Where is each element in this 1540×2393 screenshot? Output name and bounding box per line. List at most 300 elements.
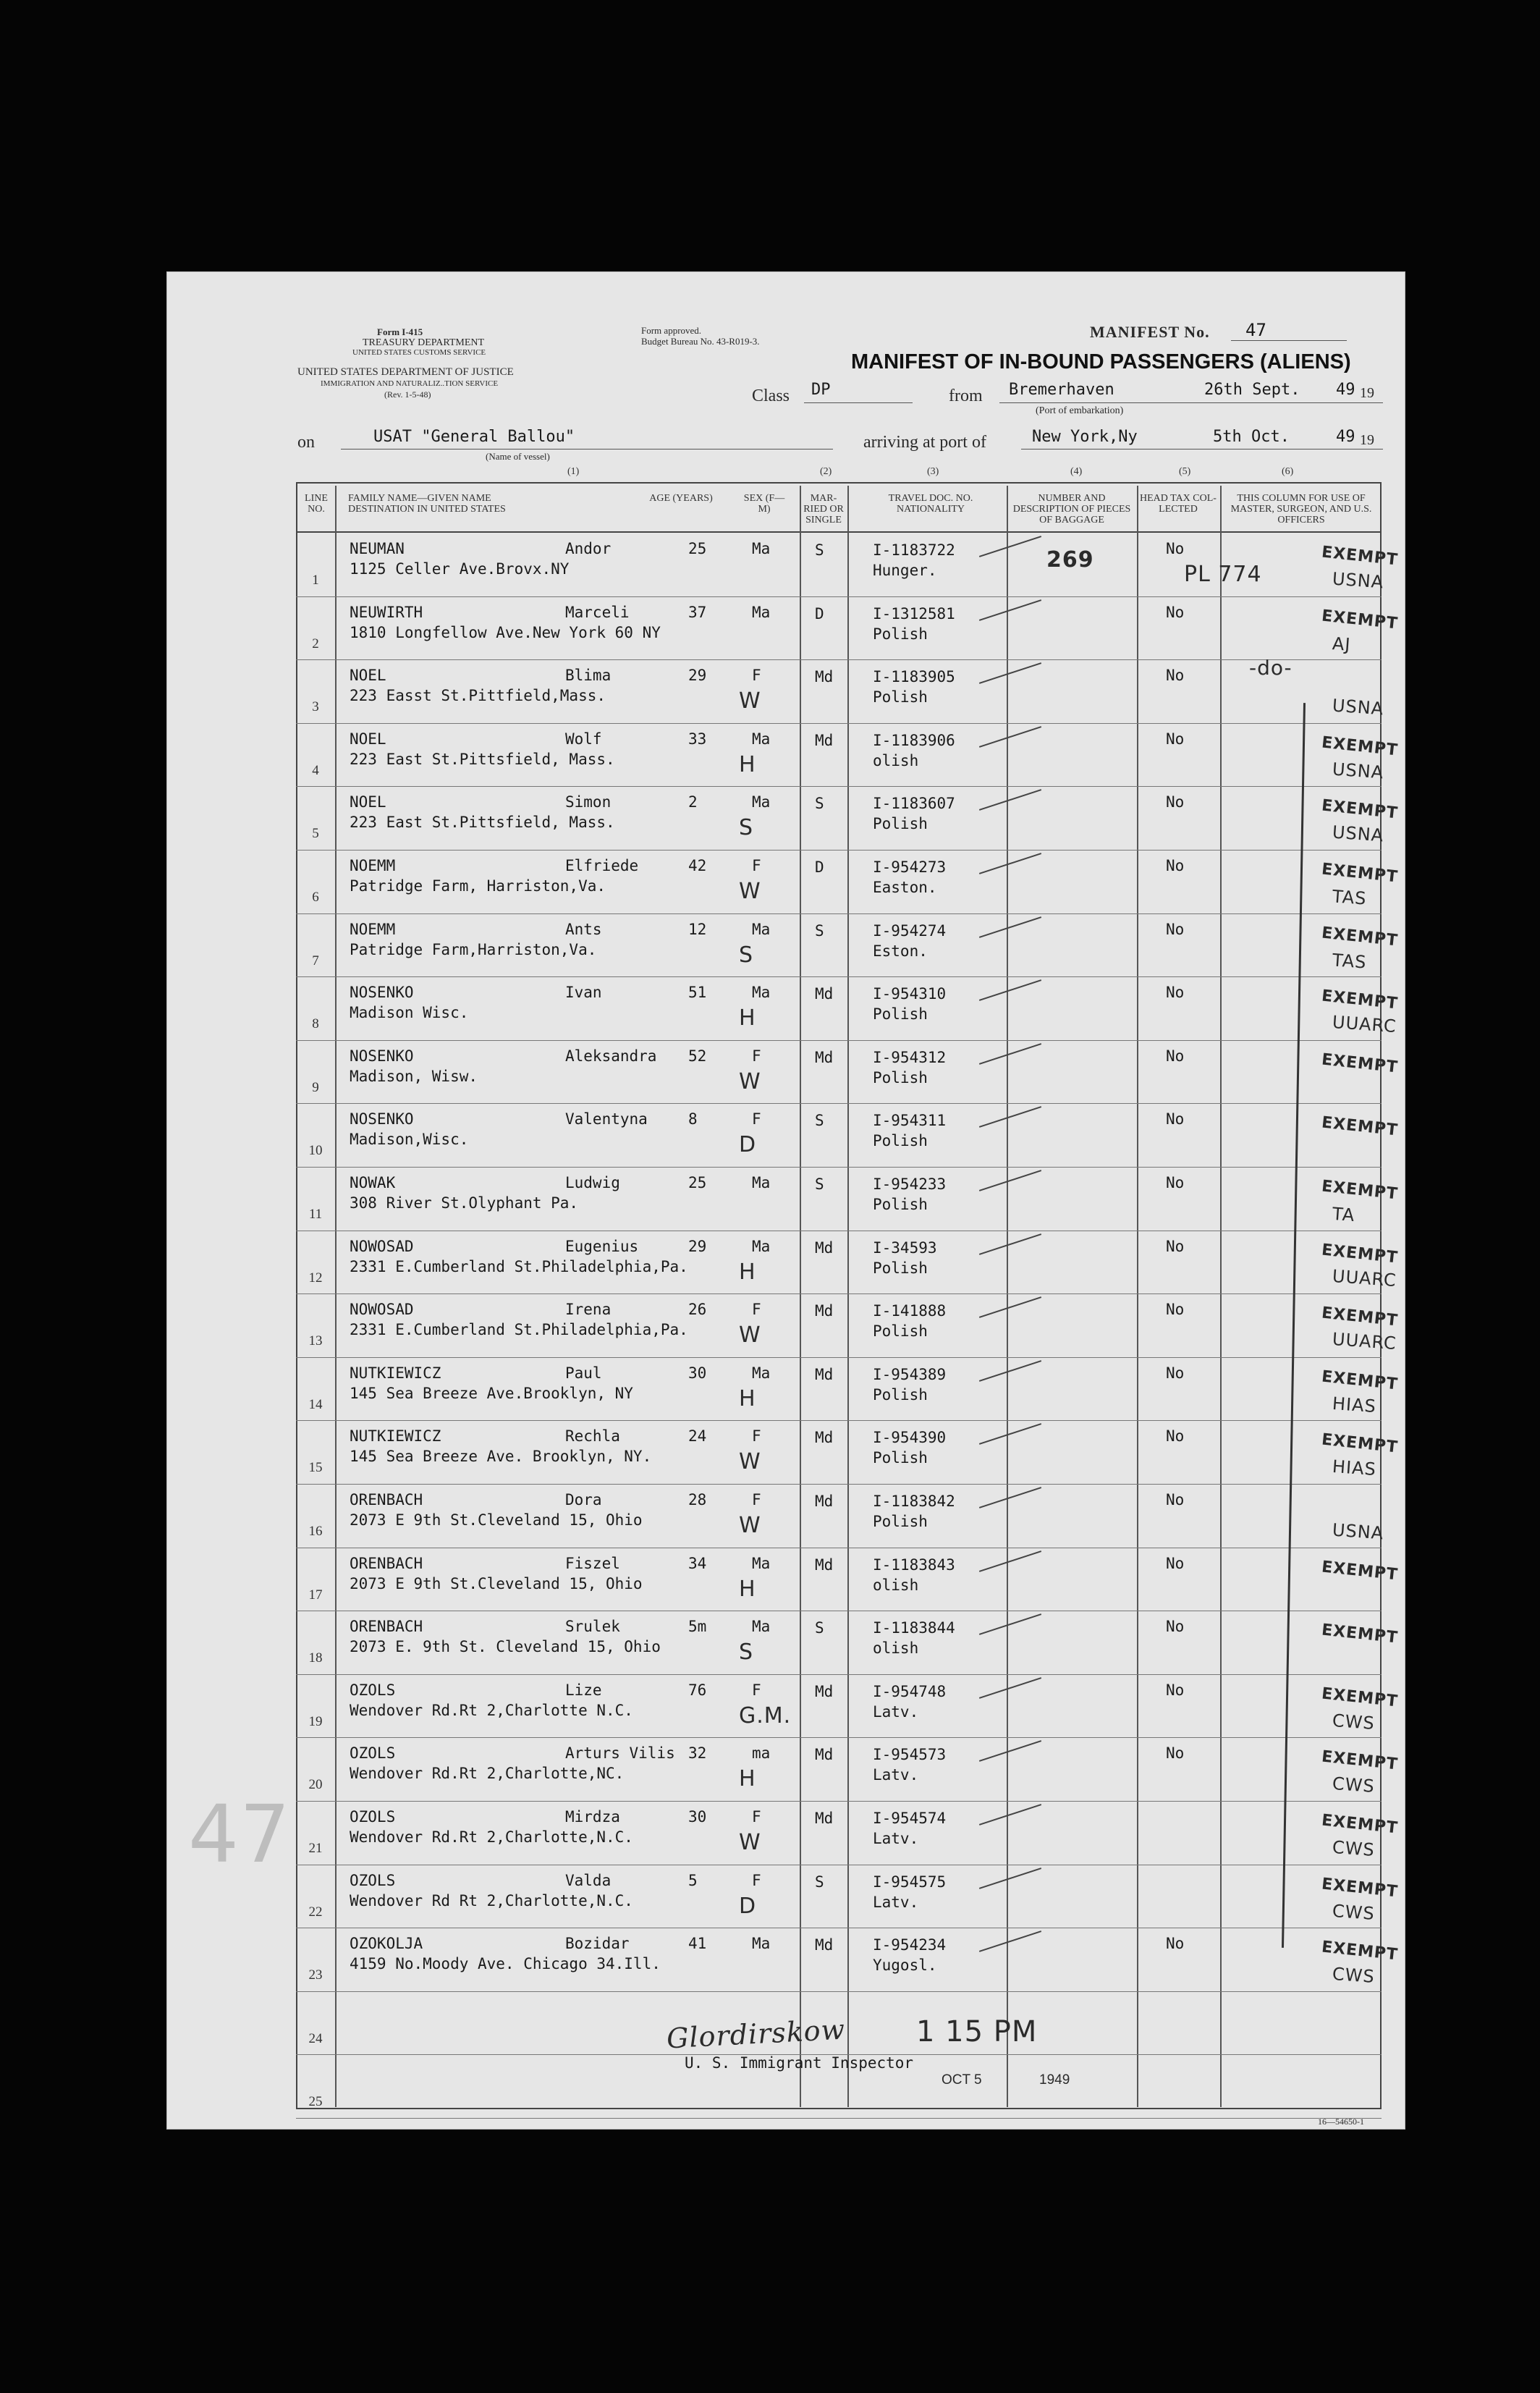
marital-status: Md bbox=[815, 1682, 834, 1700]
officer-note: EXEMPT bbox=[1320, 1811, 1400, 1838]
given-name: Ivan bbox=[565, 984, 602, 1002]
officer-note-org: UUARC bbox=[1332, 1265, 1397, 1291]
treasury-dept: TREASURY DEPARTMENT bbox=[363, 337, 485, 348]
family-name: OZOKOLJA bbox=[350, 1935, 423, 1953]
arriving-label: arriving at port of bbox=[863, 433, 986, 452]
handwritten-mark: H bbox=[739, 1385, 756, 1411]
family-name: OZOLS bbox=[350, 1744, 396, 1763]
nationality: olish bbox=[873, 1639, 919, 1658]
col-num-6: (6) bbox=[1282, 466, 1294, 477]
family-name: NOSENKO bbox=[350, 984, 414, 1002]
manifest-table-frame bbox=[296, 482, 1385, 2109]
manifest-underline bbox=[1231, 340, 1347, 341]
family-name: OZOLS bbox=[350, 1681, 396, 1699]
justice-dept: UNITED STATES DEPARTMENT OF JUSTICE bbox=[297, 366, 514, 378]
line-number: 16 bbox=[308, 1524, 323, 1539]
officer-note: EXEMPT bbox=[1320, 543, 1400, 570]
officer-note: EXEMPT bbox=[1320, 733, 1400, 760]
row-divider bbox=[296, 1737, 1382, 1738]
given-name: Simon bbox=[565, 793, 612, 811]
line-number: 24 bbox=[308, 2030, 323, 2046]
officer-note: EXEMPT bbox=[1320, 1684, 1400, 1711]
age: 26 bbox=[688, 1301, 707, 1319]
officer-note-org: TAS bbox=[1332, 886, 1368, 909]
destination: Patridge Farm, Harriston,Va. bbox=[350, 877, 606, 895]
sex: Ma bbox=[752, 1237, 771, 1255]
manifest-label: MANIFEST No. bbox=[1090, 323, 1210, 341]
nationality: Polish bbox=[873, 625, 928, 643]
travel-doc-number: I-954575 bbox=[873, 1873, 947, 1891]
stamp-date: OCT 5 bbox=[942, 2072, 982, 2088]
head-tax: No bbox=[1166, 1174, 1185, 1191]
officer-note: EXEMPT bbox=[1320, 1241, 1400, 1267]
customs-service: UNITED STATES CUSTOMS SERVICE bbox=[352, 348, 486, 357]
destination: Wendover Rd.Rt 2,Charlotte N.C. bbox=[350, 1701, 633, 1719]
destination: 145 Sea Breeze Ave. Brooklyn, NY. bbox=[350, 1448, 652, 1466]
on-label: on bbox=[297, 433, 315, 452]
row-divider bbox=[296, 1801, 1382, 1802]
officer-note: EXEMPT bbox=[1320, 860, 1400, 887]
inspector-title: U. S. Immigrant Inspector bbox=[685, 2054, 914, 2072]
age: 33 bbox=[688, 730, 707, 748]
marital-status: S bbox=[815, 1176, 824, 1193]
family-name: NOEL bbox=[350, 793, 386, 811]
row-divider bbox=[296, 913, 1382, 914]
arrival-year-suffix: 19 bbox=[1360, 432, 1374, 448]
handwritten-mark: H bbox=[739, 1576, 756, 1602]
officer-note-org: TAS bbox=[1332, 949, 1368, 973]
given-name: Andor bbox=[565, 540, 612, 557]
given-name: Lize bbox=[565, 1681, 602, 1699]
sex: F bbox=[752, 667, 761, 685]
sex: Ma bbox=[752, 1174, 771, 1191]
officer-note-org: AJ bbox=[1332, 633, 1352, 655]
destination: 223 East St.Pittsfield, Mass. bbox=[350, 814, 615, 832]
nationality: Polish bbox=[873, 815, 928, 833]
head-tax: No bbox=[1166, 1047, 1185, 1065]
given-name: Dora bbox=[565, 1491, 602, 1508]
arrival-port: New York,Ny bbox=[1032, 428, 1138, 446]
handwritten-mark: W bbox=[739, 1830, 761, 1855]
officer-note: EXEMPT bbox=[1320, 924, 1400, 950]
travel-doc-number: I-954234 bbox=[873, 1936, 947, 1954]
sex: Ma bbox=[752, 730, 771, 748]
family-name: NOEMM bbox=[350, 857, 396, 874]
age: 51 bbox=[688, 984, 707, 1002]
sex: Ma bbox=[752, 603, 771, 621]
manifest-sheet bbox=[166, 271, 1405, 2130]
sex: Ma bbox=[752, 1618, 771, 1636]
family-name: NUTKIEWICZ bbox=[350, 1364, 441, 1382]
sex: F bbox=[752, 1808, 761, 1826]
given-name: Blima bbox=[565, 667, 612, 685]
header-name: FAMILY NAME—GIVEN NAME DESTINATION IN UNITED STATES bbox=[348, 493, 506, 515]
nationality: Latv. bbox=[873, 1893, 919, 1911]
sail-date: 26th Sept. bbox=[1204, 381, 1300, 399]
given-name: Irena bbox=[565, 1301, 612, 1319]
destination: Wendover Rd Rt 2,Charlotte,N.C. bbox=[350, 1891, 633, 1909]
arrival-year: 49 bbox=[1336, 428, 1355, 446]
nationality: Hunger. bbox=[873, 562, 937, 579]
officer-note: EXEMPT bbox=[1320, 1050, 1400, 1077]
line-number: 7 bbox=[312, 953, 319, 968]
handwritten-mark: D bbox=[739, 1132, 757, 1158]
sex: F bbox=[752, 1491, 761, 1508]
officer-note: EXEMPT bbox=[1320, 796, 1400, 823]
embark-port: Bremerhaven bbox=[1009, 381, 1114, 399]
destination: Madison, Wisw. bbox=[350, 1067, 478, 1085]
sex: Ma bbox=[752, 920, 771, 938]
marital-status: S bbox=[815, 795, 824, 813]
form-number: Form I-415 bbox=[377, 326, 423, 337]
officer-note: EXEMPT bbox=[1320, 1113, 1400, 1140]
sex: Ma bbox=[752, 1364, 771, 1382]
form-revision: (Rev. 1-5-48) bbox=[384, 389, 431, 400]
family-name: NOEL bbox=[350, 667, 386, 685]
line-number: 25 bbox=[308, 2094, 323, 2110]
age: 8 bbox=[688, 1110, 698, 1128]
given-name: Ludwig bbox=[565, 1174, 620, 1191]
age: 12 bbox=[688, 920, 707, 938]
row-divider bbox=[296, 723, 1382, 724]
marital-status: Md bbox=[815, 1238, 834, 1257]
travel-doc-number: I-1183844 bbox=[873, 1619, 955, 1637]
port-note: (Port of embarkation) bbox=[1036, 405, 1124, 416]
head-tax: No bbox=[1166, 1491, 1185, 1508]
age: 2 bbox=[688, 793, 698, 811]
line-number: 4 bbox=[312, 762, 319, 778]
head-tax: No bbox=[1166, 793, 1185, 811]
vessel-underline bbox=[341, 449, 833, 450]
officer-note: EXEMPT bbox=[1320, 1304, 1400, 1330]
row-divider bbox=[296, 1103, 1382, 1104]
officer-note-org: USNA bbox=[1332, 759, 1385, 783]
age: 32 bbox=[688, 1744, 707, 1763]
family-name: ORENBACH bbox=[350, 1554, 423, 1572]
head-tax: No bbox=[1166, 920, 1185, 938]
officer-note-org: USNA bbox=[1332, 695, 1385, 719]
family-name: NEUMAN bbox=[350, 540, 405, 557]
dash-note: -do- bbox=[1249, 656, 1292, 680]
family-name: ORENBACH bbox=[350, 1491, 423, 1508]
row-divider bbox=[296, 1991, 1382, 1992]
nationality: Latv. bbox=[873, 1830, 919, 1847]
given-name: Paul bbox=[565, 1364, 602, 1382]
class-value: DP bbox=[811, 381, 831, 399]
handwritten-mark: H bbox=[739, 1259, 756, 1285]
handwritten-mark: S bbox=[739, 815, 754, 841]
line-number: 2 bbox=[312, 636, 319, 651]
handwritten-mark: D bbox=[739, 1893, 757, 1919]
travel-doc-number: I-954748 bbox=[873, 1682, 947, 1700]
nationality: Eston. bbox=[873, 942, 928, 960]
handwritten-mark: H bbox=[739, 1005, 756, 1031]
line-number: 21 bbox=[308, 1841, 323, 1856]
nationality: Polish bbox=[873, 1259, 928, 1277]
travel-doc-number: I-954390 bbox=[873, 1429, 947, 1447]
row-divider bbox=[296, 1357, 1382, 1358]
inspector-signature: Glordirskow bbox=[666, 2013, 847, 2055]
line-number: 22 bbox=[308, 1904, 323, 1920]
nationality: Polish bbox=[873, 688, 928, 706]
class-label: Class bbox=[752, 387, 790, 405]
given-name: Arturs Vilis bbox=[565, 1744, 675, 1763]
nationality: Polish bbox=[873, 1196, 928, 1213]
destination: 2331 E.Cumberland St.Philadelphia,Pa. bbox=[350, 1257, 688, 1275]
family-name: OZOLS bbox=[350, 1808, 396, 1826]
travel-doc-number: I-34593 bbox=[873, 1238, 937, 1257]
line-number: 17 bbox=[308, 1587, 323, 1603]
marital-status: Md bbox=[815, 1048, 834, 1066]
nationality: Polish bbox=[873, 1322, 928, 1341]
row-divider bbox=[296, 1040, 1382, 1041]
header-head-tax: HEAD TAX COL-LECTED bbox=[1140, 493, 1217, 515]
header-divider bbox=[296, 531, 1382, 533]
officer-note-org: HIAS bbox=[1332, 1393, 1377, 1417]
handwritten-mark: W bbox=[739, 1322, 761, 1349]
nationality: Easton. bbox=[873, 879, 937, 896]
family-name: NOEMM bbox=[350, 920, 396, 938]
destination: 1125 Celler Ave.Brovx.NY bbox=[350, 560, 570, 578]
age: 29 bbox=[688, 1237, 707, 1255]
handwritten-mark: H bbox=[739, 1766, 756, 1792]
head-tax: No bbox=[1166, 857, 1185, 874]
destination: Madison,Wisc. bbox=[350, 1131, 469, 1149]
sex: ma bbox=[752, 1744, 771, 1763]
nationality: Polish bbox=[873, 1449, 928, 1467]
row-divider bbox=[296, 1293, 1382, 1294]
travel-doc-number: I-1183843 bbox=[873, 1556, 955, 1574]
family-name: NOEL bbox=[350, 730, 386, 748]
given-name: Bozidar bbox=[565, 1935, 630, 1953]
destination: 4159 No.Moody Ave. Chicago 34.Ill. bbox=[350, 1955, 661, 1973]
nationality: olish bbox=[873, 1576, 919, 1594]
class-underline bbox=[804, 402, 913, 403]
officer-note: EXEMPT bbox=[1320, 1430, 1400, 1457]
row-divider bbox=[296, 1484, 1382, 1485]
destination: 2331 E.Cumberland St.Philadelphia,Pa. bbox=[350, 1321, 688, 1339]
marital-status: Md bbox=[815, 668, 834, 686]
head-tax: No bbox=[1166, 1554, 1185, 1572]
head-tax: No bbox=[1166, 603, 1185, 621]
officer-note-org: USNA bbox=[1332, 568, 1385, 593]
age: 30 bbox=[688, 1364, 707, 1382]
travel-doc-number: I-1183607 bbox=[873, 795, 955, 813]
line-number: 15 bbox=[308, 1460, 323, 1476]
row-divider bbox=[296, 1420, 1382, 1421]
given-name: Elfriede bbox=[565, 857, 639, 874]
officer-note: EXEMPT bbox=[1320, 1938, 1400, 1964]
destination: 2073 E 9th St.Cleveland 15, Ohio bbox=[350, 1511, 643, 1529]
marital-status: Md bbox=[815, 731, 834, 749]
vessel-name: USAT "General Ballou" bbox=[373, 428, 575, 446]
given-name: Valda bbox=[565, 1871, 612, 1889]
head-tax: No bbox=[1166, 1618, 1185, 1636]
head-tax: No bbox=[1166, 984, 1185, 1002]
header-married: MAR-RIED OR SINGLE bbox=[803, 493, 844, 526]
officer-note-org: CWS bbox=[1332, 1710, 1376, 1734]
travel-doc-number: I-1183722 bbox=[873, 541, 955, 559]
handwritten-mark: H bbox=[739, 751, 756, 777]
destination: 1810 Longfellow Ave.New York 60 NY bbox=[350, 623, 661, 641]
given-name: Eugenius bbox=[565, 1237, 639, 1255]
nationality: Polish bbox=[873, 1068, 928, 1086]
sex: F bbox=[752, 1301, 761, 1319]
baggage-count: 269 bbox=[1046, 547, 1094, 573]
given-name: Fiszel bbox=[565, 1554, 620, 1572]
sex: Ma bbox=[752, 793, 771, 811]
family-name: NOWAK bbox=[350, 1174, 396, 1191]
sail-year-suffix: 19 bbox=[1360, 385, 1374, 401]
destination: 308 River St.Olyphant Pa. bbox=[350, 1194, 579, 1212]
family-name: NEUWIRTH bbox=[350, 603, 423, 621]
marital-status: Md bbox=[815, 1746, 834, 1764]
marital-status: S bbox=[815, 541, 824, 559]
row-divider bbox=[296, 850, 1382, 851]
officer-note-org: CWS bbox=[1332, 1900, 1376, 1924]
officer-note-org: TA bbox=[1332, 1203, 1356, 1226]
marital-status: Md bbox=[815, 985, 834, 1003]
age: 24 bbox=[688, 1427, 707, 1445]
family-name: NOWOSAD bbox=[350, 1237, 414, 1255]
head-tax: No bbox=[1166, 730, 1185, 748]
destination: 223 Easst St.Pittfield,Mass. bbox=[350, 687, 606, 705]
from-label: from bbox=[949, 387, 983, 405]
sex: F bbox=[752, 1047, 761, 1065]
travel-doc-number: I-954233 bbox=[873, 1176, 947, 1193]
travel-doc-number: I-954311 bbox=[873, 1112, 947, 1130]
family-name: ORENBACH bbox=[350, 1618, 423, 1636]
marital-status: D bbox=[815, 858, 824, 876]
line-number: 11 bbox=[308, 1207, 323, 1222]
given-name: Aleksandra bbox=[565, 1047, 657, 1065]
from-underline bbox=[999, 402, 1383, 403]
destination: Patridge Farm,Harriston,Va. bbox=[350, 940, 597, 958]
officer-note: EXEMPT bbox=[1320, 607, 1400, 633]
sex: F bbox=[752, 1427, 761, 1445]
footer-code: 16—54650-1 bbox=[1318, 2116, 1364, 2127]
sex: F bbox=[752, 1871, 761, 1889]
line-number: 12 bbox=[308, 1270, 323, 1286]
stamp-time: 1 15 PM bbox=[916, 2015, 1038, 2048]
row-divider bbox=[296, 976, 1382, 977]
budget-bureau: Budget Bureau No. 43-R019-3. bbox=[641, 336, 760, 347]
handwritten-mark: W bbox=[739, 1068, 761, 1094]
line-number: 9 bbox=[312, 1079, 319, 1095]
destination: 2073 E 9th St.Cleveland 15, Ohio bbox=[350, 1574, 643, 1592]
handwritten-mark: W bbox=[739, 879, 761, 904]
travel-doc-number: I-954274 bbox=[873, 921, 947, 940]
handwritten-mark: W bbox=[739, 688, 761, 714]
travel-doc-number: I-141888 bbox=[873, 1302, 947, 1320]
nationality: Polish bbox=[873, 1513, 928, 1530]
handwritten-mark: W bbox=[739, 1449, 761, 1475]
line-number: 19 bbox=[308, 1713, 323, 1729]
age: 30 bbox=[688, 1808, 707, 1826]
sex: Ma bbox=[752, 1935, 771, 1953]
line-number: 5 bbox=[312, 826, 319, 842]
travel-doc-number: I-1183905 bbox=[873, 668, 955, 686]
age: 25 bbox=[688, 1174, 707, 1191]
officer-note: EXEMPT bbox=[1320, 1367, 1400, 1394]
marital-status: S bbox=[815, 1619, 824, 1637]
head-tax: No bbox=[1166, 1427, 1185, 1445]
head-tax: No bbox=[1166, 1935, 1185, 1953]
sex: Ma bbox=[752, 1554, 771, 1572]
age: 52 bbox=[688, 1047, 707, 1065]
officer-note-org: CWS bbox=[1332, 1836, 1376, 1861]
marital-status: Md bbox=[815, 1556, 834, 1574]
head-tax: No bbox=[1166, 667, 1185, 685]
officer-note-org: USNA bbox=[1332, 822, 1385, 846]
officer-note: EXEMPT bbox=[1320, 1621, 1400, 1647]
nationality: Yugosl. bbox=[873, 1957, 937, 1975]
marital-status: Md bbox=[815, 1429, 834, 1447]
row-divider bbox=[296, 1674, 1382, 1675]
given-name: Rechla bbox=[565, 1427, 620, 1445]
line-number: 14 bbox=[308, 1396, 323, 1412]
manifest-number: 47 bbox=[1245, 320, 1266, 340]
age: 28 bbox=[688, 1491, 707, 1508]
given-name: Srulek bbox=[565, 1618, 620, 1636]
row-divider bbox=[296, 2118, 1382, 2119]
head-tax: No bbox=[1166, 1744, 1185, 1763]
marital-status: Md bbox=[815, 1302, 834, 1320]
age: 76 bbox=[688, 1681, 707, 1699]
handwritten-mark: W bbox=[739, 1513, 761, 1538]
manifest-title: MANIFEST OF IN-BOUND PASSENGERS (ALIENS) bbox=[851, 350, 1351, 373]
row-divider bbox=[296, 786, 1382, 787]
travel-doc-number: I-1183906 bbox=[873, 731, 955, 749]
officer-note: EXEMPT bbox=[1320, 987, 1400, 1013]
family-name: OZOLS bbox=[350, 1871, 396, 1889]
family-name: NUTKIEWICZ bbox=[350, 1427, 441, 1445]
travel-doc-number: I-1183842 bbox=[873, 1493, 955, 1510]
family-name: NOSENKO bbox=[350, 1110, 414, 1128]
header-sex: SEX (F—M) bbox=[743, 493, 785, 515]
travel-doc-number: I-954310 bbox=[873, 985, 947, 1003]
nationality: Latv. bbox=[873, 1702, 919, 1721]
form-approved: Form approved. bbox=[641, 325, 702, 336]
col-num-4: (4) bbox=[1070, 466, 1083, 477]
officer-note-org: HIAS bbox=[1332, 1456, 1377, 1480]
col-num-2: (2) bbox=[820, 466, 832, 477]
handwritten-mark: S bbox=[739, 942, 754, 968]
sex: F bbox=[752, 857, 761, 874]
pl-note: PL 774 bbox=[1184, 562, 1262, 587]
age: 5m bbox=[688, 1618, 707, 1636]
travel-doc-number: I-954312 bbox=[873, 1048, 947, 1066]
destination: Wendover Rd.Rt 2,Charlotte,NC. bbox=[350, 1765, 625, 1783]
officer-note-org: CWS bbox=[1332, 1773, 1376, 1797]
destination: Wendover Rd.Rt 2,Charlotte,N.C. bbox=[350, 1828, 633, 1846]
officer-note-org: CWS bbox=[1332, 1964, 1376, 1988]
line-number: 3 bbox=[312, 699, 319, 715]
arrival-date: 5th Oct. bbox=[1213, 428, 1290, 446]
arrival-underline bbox=[1021, 449, 1383, 450]
nationality: Polish bbox=[873, 1005, 928, 1024]
officer-note: EXEMPT bbox=[1320, 1875, 1400, 1902]
line-number: 1 bbox=[312, 573, 319, 588]
vessel-note: (Name of vessel) bbox=[486, 451, 550, 462]
age: 34 bbox=[688, 1554, 707, 1572]
head-tax: No bbox=[1166, 1301, 1185, 1319]
age: 25 bbox=[688, 540, 707, 557]
officer-note: EXEMPT bbox=[1320, 1558, 1400, 1584]
age: 42 bbox=[688, 857, 707, 874]
officer-note-org: UUARC bbox=[1332, 1329, 1397, 1354]
margin-number: 47 bbox=[188, 1788, 291, 1881]
